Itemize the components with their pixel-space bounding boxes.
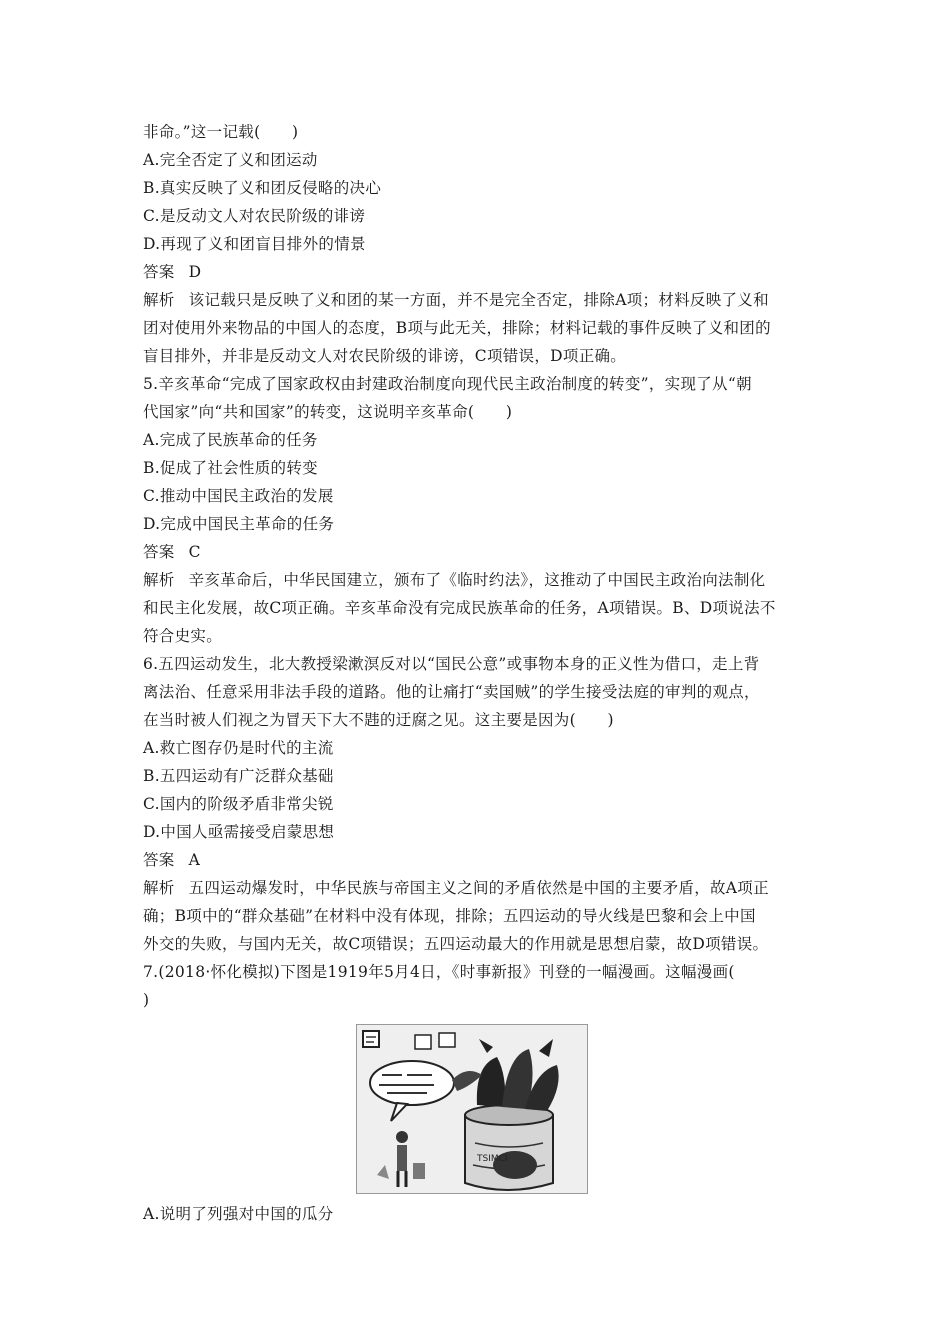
answer-label: 答案: [143, 263, 175, 281]
q5-option-a: A.完成了民族革命的任务: [143, 431, 318, 449]
q6-option-c: C.国内的阶级矛盾非常尖锐: [143, 795, 334, 813]
q7-option-a: A.说明了列强对中国的瓜分: [143, 1205, 334, 1223]
analysis-label: 解析: [143, 571, 175, 589]
q4-option-d: D.再现了义和团盲目排外的情景: [143, 235, 366, 253]
q5-option-d: D.完成中国民主革命的任务: [143, 515, 335, 533]
answer-value: D: [188, 263, 202, 281]
svg-text:TSIMCI: TSIMCI: [477, 1154, 508, 1164]
q6-answer: [143, 846, 815, 874]
q4-answer: [143, 258, 815, 286]
answer-label: 答案: [143, 543, 175, 561]
q4-option-c: C.是反动文人对农民阶级的诽谤: [143, 207, 366, 225]
q4-stem-tail: 非命。”这一记载( ): [143, 123, 299, 141]
document-page: [143, 118, 815, 1228]
q6-analysis-line-2: 确；B项中的“群众基础”在材料中没有体现，排除；五四运动的导火线是巴黎和会上中国: [143, 907, 756, 925]
analysis-label: 解析: [143, 291, 175, 309]
q6-stem-line-1: 6.五四运动发生，北大教授梁漱溟反对以“国民公意”或事物本身的正义性为借口，走上背: [143, 655, 760, 673]
q5-stem-line-2: 代国家”向“共和国家”的转变，这说明辛亥革命( ): [143, 403, 513, 421]
analysis-text: 五四运动爆发时，中华民族与帝国主义之间的矛盾依然是中国的主要矛盾，故A项正: [188, 879, 769, 897]
q6-analysis-line-3: 外交的失败，与国内无关，故C项错误；五四运动最大的作用就是思想启蒙，故D项错误。: [143, 935, 769, 953]
q4-option-a: A.完全否定了义和团运动: [143, 151, 318, 169]
q5-stem-line-1: 5.辛亥革命“完成了国家政权由封建政治制度向现代民主政治制度的转变”，实现了从“朝: [143, 375, 752, 393]
q4-analysis-line-2: 团对使用外来物品的中国人的态度，B项与此无关，排除；材料记载的事件反映了义和团的: [143, 319, 771, 337]
answer-value: A: [188, 851, 201, 869]
analysis-text: 辛亥革命后，中华民国建立，颁布了《临时约法》，这推动了中国民主政治向法制化: [188, 571, 766, 589]
q4-analysis-line-1: [143, 286, 815, 314]
analysis-label: 解析: [143, 879, 175, 897]
answer-label: 答案: [143, 851, 175, 869]
q6-option-b: B.五四运动有广泛群众基础: [143, 767, 334, 785]
q6-stem-line-2: 离法治、任意采用非法手段的道路。他的让痛打“卖国贼”的学生接受法庭的审判的观点，: [143, 683, 760, 701]
q5-analysis-line-3: 符合史实。: [143, 627, 223, 645]
q5-analysis-line-1: [143, 566, 815, 594]
answer-value: C: [188, 543, 201, 561]
cartoon-illustration: [357, 1025, 587, 1193]
q6-option-d: D.中国人亟需接受启蒙思想: [143, 823, 335, 841]
analysis-text: 该记载只是反映了义和团的某一方面，并不是完全否定，排除A项；材料反映了义和: [188, 291, 769, 309]
q6-analysis-line-1: [143, 874, 815, 902]
q5-analysis-line-2: 和民主化发展，故C项正确。辛亥革命没有完成民族革命的任务，A项错误。B、D项说法不: [143, 599, 776, 617]
q6-option-a: A.救亡图存仍是时代的主流: [143, 739, 334, 757]
q5-answer: [143, 538, 815, 566]
q7-stem-line-2: ): [143, 991, 150, 1009]
q7-stem-line-1: 7.(2018·怀化模拟)下图是1919年5月4日，《时事新报》刊登的一幅漫画。这幅漫画(: [143, 963, 735, 981]
q4-option-b: B.真实反映了义和团反侵略的决心: [143, 179, 382, 197]
q5-option-c: C.推动中国民主政治的发展: [143, 487, 334, 505]
q6-stem-line-3: 在当时被人们视之为冒天下大不韪的迂腐之见。这主要是因为( ): [143, 711, 614, 729]
q5-option-b: B.促成了社会性质的转变: [143, 459, 318, 477]
q4-analysis-line-3: 盲目排外，并非是反动文人对农民阶级的诽谤，C项错误，D项正确。: [143, 347, 627, 365]
cartoon-figure: [356, 1024, 588, 1194]
